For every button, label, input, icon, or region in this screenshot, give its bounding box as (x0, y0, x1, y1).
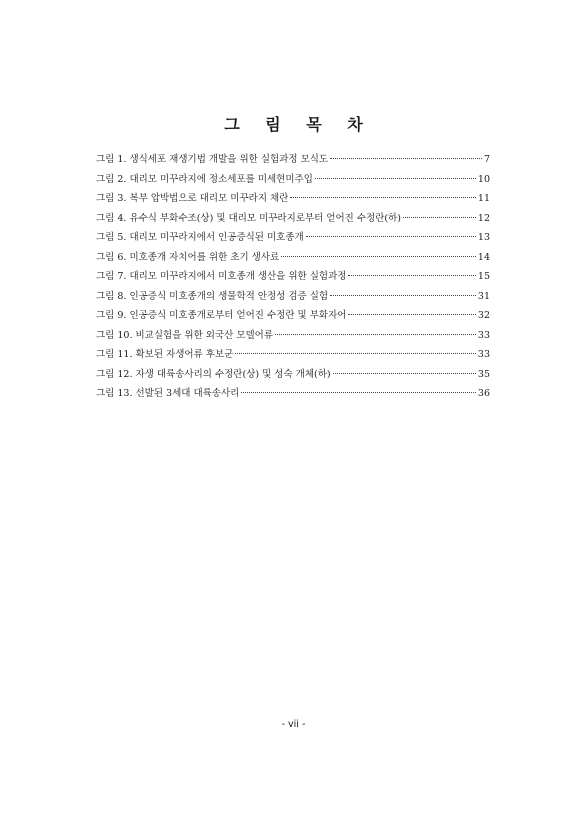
entry-page-number: 15 (477, 271, 490, 282)
entry-label: 그림 13. 선발된 3세대 대륙송사리 (96, 388, 240, 399)
entry-label: 그림 1. 생식세포 재생기법 개발을 위한 실험과정 모식도 (96, 154, 329, 165)
toc-entry[interactable] (96, 287, 490, 307)
entry-page-number: 35 (477, 368, 490, 380)
entry-label: 그림 11. 확보된 자생어류 후보군 (96, 349, 234, 360)
entry-label: 그림 9. 인공증식 미호종개로부터 얻어진 수정란 및 부화자어 (96, 310, 347, 321)
toc-entry[interactable] (96, 170, 490, 190)
toc-entry[interactable] (96, 384, 490, 404)
page-title: 그 림 목 차 (224, 114, 373, 134)
toc-entry[interactable] (96, 150, 490, 170)
entry-page-number: 13 (477, 232, 490, 243)
entry-page-number: 32 (477, 310, 490, 321)
toc-entry[interactable] (96, 306, 490, 326)
entry-page-number: 14 (477, 251, 490, 263)
entry-label: 그림 4. 유수식 부화수조(상) 및 대리모 미꾸라지로부터 얻어진 수정란(하) (96, 212, 402, 224)
dot-leader (403, 217, 476, 218)
toc-entry[interactable] (96, 209, 490, 229)
page-number-footer: - vii - (281, 719, 306, 730)
entry-page-number: 10 (477, 173, 490, 185)
entry-label: 그림 5. 대리모 미꾸라지에서 인공증식된 미호종개 (96, 232, 304, 243)
dot-leader (275, 334, 476, 335)
entry-page-number: 12 (477, 212, 490, 224)
dot-leader (281, 256, 476, 257)
toc-entry[interactable] (96, 326, 490, 346)
dot-leader (348, 275, 475, 276)
dot-leader (330, 158, 482, 159)
entry-page-number: 36 (477, 388, 490, 399)
dot-leader (290, 197, 476, 198)
entry-label: 그림 10. 비교실험을 위한 외국산 모델어류 (96, 329, 274, 341)
toc-entry[interactable] (96, 189, 490, 209)
toc-entry[interactable] (96, 365, 490, 385)
entry-label: 그림 8. 인공증식 미호종개의 생물학적 안정성 검증 실험 (96, 290, 329, 302)
dot-leader (330, 295, 476, 296)
dot-leader (315, 178, 476, 179)
figure-list (96, 150, 490, 404)
entry-page-number: 31 (477, 290, 490, 302)
entry-label: 그림 12. 자생 대륙송사리의 수정란(상) 및 성숙 개체(하) (96, 368, 331, 380)
entry-label: 그림 3. 복부 압박법으로 대리모 미꾸라지 채란 (96, 193, 289, 204)
toc-entry[interactable] (96, 267, 490, 287)
toc-entry[interactable] (96, 228, 490, 248)
entry-page-number: 7 (483, 154, 490, 165)
dot-leader (333, 373, 476, 374)
entry-page-number: 33 (477, 349, 490, 360)
dot-leader (306, 236, 476, 237)
dot-leader (241, 392, 476, 393)
toc-entry[interactable] (96, 248, 490, 268)
toc-entry[interactable] (96, 345, 490, 365)
entry-label: 그림 6. 미호종개 자치어를 위한 초기 생사료 (96, 251, 280, 263)
entry-page-number: 33 (477, 329, 490, 341)
entry-label: 그림 7. 대리모 미꾸라지에서 미호종개 생산을 위한 실험과정 (96, 271, 347, 282)
dot-leader (348, 314, 475, 315)
entry-label: 그림 2. 대리모 미꾸라지에 정소세포를 미세현미주입 (96, 173, 313, 185)
dot-leader (235, 353, 476, 354)
entry-page-number: 11 (477, 193, 490, 204)
